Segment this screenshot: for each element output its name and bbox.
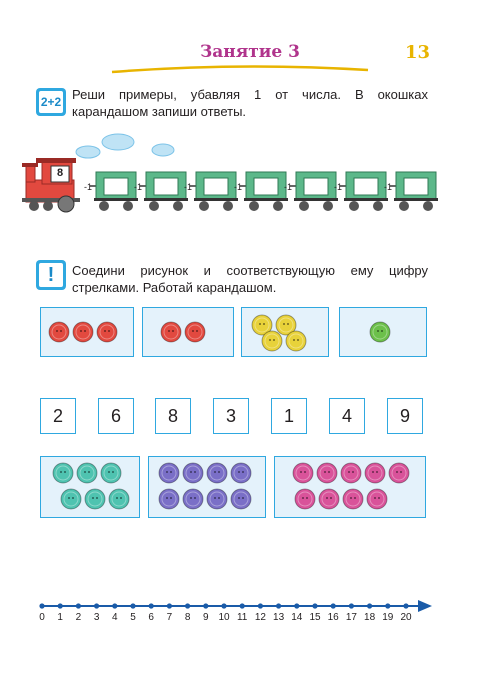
number-line-tick (94, 603, 99, 608)
number-line-tick (39, 603, 44, 608)
train-illustration (18, 130, 488, 220)
picture-card[interactable] (274, 456, 426, 518)
button-icon (343, 489, 363, 509)
answer-window[interactable] (404, 178, 428, 195)
button-icon (319, 489, 339, 509)
lesson-title: Занятие 3 (200, 42, 300, 62)
number-line-tick (112, 603, 117, 608)
step-label: -1 (334, 182, 343, 192)
number-line-label: 16 (327, 612, 339, 623)
number-line-label: 13 (273, 612, 285, 623)
button-icon (207, 489, 227, 509)
number-line-label: 15 (309, 612, 321, 623)
button-icon (109, 489, 129, 509)
number-line-tick (294, 603, 299, 608)
number-box[interactable]: 3 (213, 398, 249, 434)
wagon (390, 172, 438, 211)
button-icon (159, 463, 179, 483)
wagon (140, 172, 188, 211)
answer-window[interactable] (304, 178, 328, 195)
button-icon (77, 463, 97, 483)
picture-card[interactable] (241, 307, 329, 357)
number-line-tick (349, 603, 354, 608)
number-line-label: 9 (203, 612, 209, 623)
number-line-label: 1 (57, 612, 63, 623)
number-box[interactable]: 4 (329, 398, 365, 434)
button-icon (73, 322, 93, 342)
exclamation-icon-text: ! (39, 263, 63, 287)
button-icon (53, 463, 73, 483)
button-icon (49, 322, 69, 342)
number-box[interactable]: 8 (155, 398, 191, 434)
number-line-tick (385, 603, 390, 608)
picture-card[interactable] (142, 307, 234, 357)
picture-card[interactable] (40, 307, 134, 357)
button-icon (262, 331, 282, 351)
number-line-label: 6 (148, 612, 154, 623)
answer-window[interactable] (154, 178, 178, 195)
button-icon (295, 489, 315, 509)
answer-window[interactable] (204, 178, 228, 195)
number-line-tick (240, 603, 245, 608)
number-line-label: 5 (130, 612, 136, 623)
button-icon (183, 463, 203, 483)
task2-instruction: Соедини рисунок и соответствующую ему цифру стрелками. Работай карандашом. (72, 263, 428, 295)
step-label: -1 (234, 182, 243, 192)
button-icon (365, 463, 385, 483)
wagon (290, 172, 338, 211)
step-label: -1 (284, 182, 293, 192)
button-icon (389, 463, 409, 483)
number-line-tick (331, 603, 336, 608)
number-line-label: 11 (236, 612, 248, 623)
button-icon (293, 463, 313, 483)
picture-card[interactable] (40, 456, 140, 518)
step-label: -1 (84, 182, 93, 192)
button-icon (61, 489, 81, 509)
picture-card[interactable] (148, 456, 266, 518)
button-icon (159, 489, 179, 509)
number-line-tick (185, 603, 190, 608)
button-icon (185, 322, 205, 342)
button-icon (341, 463, 361, 483)
number-line-tick (167, 603, 172, 608)
number-line-label: 7 (166, 612, 173, 623)
wagon (240, 172, 288, 211)
picture-card[interactable] (339, 307, 427, 357)
number-line-tick (258, 603, 263, 608)
number-line-label: 14 (291, 612, 303, 623)
number-line-tick (76, 603, 81, 608)
wagon (340, 172, 388, 211)
button-icon (231, 463, 251, 483)
start-number: 8 (56, 167, 64, 179)
number-line-tick (149, 603, 154, 608)
number-line-label: 0 (39, 612, 45, 623)
number-line-label: 10 (218, 612, 230, 623)
button-icon (183, 489, 203, 509)
math-task-icon (36, 88, 66, 116)
number-line-tick (276, 603, 281, 608)
number-line-tick (203, 603, 208, 608)
button-icon (101, 463, 121, 483)
number-line-tick (130, 603, 135, 608)
button-icon (286, 331, 306, 351)
button-icon (367, 489, 387, 509)
button-icon (317, 463, 337, 483)
wagon (190, 172, 238, 211)
button-icon (370, 322, 390, 342)
number-line-tick (221, 603, 226, 608)
number-line-tick (312, 603, 317, 608)
number-line-label: 4 (112, 612, 118, 623)
exclamation-icon (36, 260, 66, 290)
number-line-label: 2 (75, 612, 82, 623)
button-icon (231, 489, 251, 509)
number-box[interactable]: 2 (40, 398, 76, 434)
button-icon (97, 322, 117, 342)
number-line-label: 20 (400, 612, 412, 623)
task1-instruction: Реши примеры, убавляя 1 от числа. В окошках карандашом запиши ответы. (72, 87, 428, 119)
answer-window[interactable] (104, 178, 128, 195)
button-icon (161, 322, 181, 342)
cloud-icon (76, 134, 174, 158)
answer-window[interactable] (254, 178, 278, 195)
page-number: 13 (405, 42, 431, 63)
number-line-label: 8 (184, 612, 191, 623)
number-line-label: 3 (93, 612, 100, 623)
number-line-label: 19 (382, 612, 394, 623)
title-underline (110, 64, 370, 74)
number-line-tick (403, 603, 408, 608)
number-box[interactable]: 6 (98, 398, 134, 434)
button-icon (85, 489, 105, 509)
number-line-label: 12 (254, 612, 266, 623)
button-icon (207, 463, 227, 483)
step-label: -1 (384, 182, 393, 192)
number-box[interactable]: 1 (271, 398, 307, 434)
number-line-tick (58, 603, 63, 608)
number-line-label: 18 (364, 612, 376, 623)
step-label: -1 (184, 182, 193, 192)
answer-window[interactable] (354, 178, 378, 195)
step-label: -1 (134, 182, 143, 192)
number-line-tick (367, 603, 372, 608)
wagon (90, 172, 138, 211)
number-line-label: 17 (345, 612, 357, 623)
number-box[interactable]: 9 (387, 398, 423, 434)
math-task-icon-text: 2+2 (39, 91, 63, 113)
